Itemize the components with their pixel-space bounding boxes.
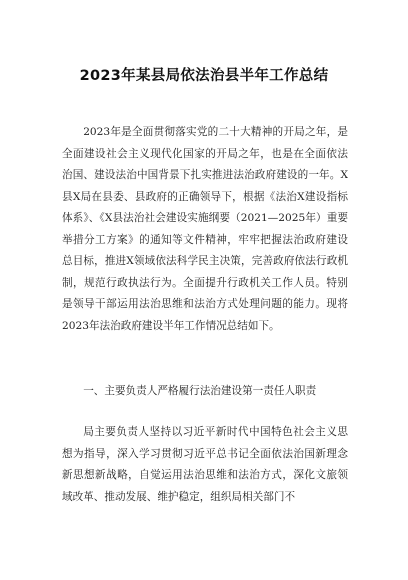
- document-title: 2023年某县局依法治县半年工作总结: [79, 68, 329, 84]
- section-heading: 一、主要负责人严格履行法治建设第一责任人职责: [83, 385, 317, 397]
- body-paragraph: 局主要负责人坚持以习近平新时代中国特色社会主义思想为指导，深入学习贯彻习近平总书记全面依法治国新理念新思想新战略，自觉运用法治思维和法治方式，深化文旅领域改革、推动发展、维护稳定，组织局相关部门不: [62, 426, 348, 503]
- intro-paragraph: 2023年是全面贯彻落实党的二十大精神的开局之年，是全面建设社会主义现代化国家的开局之年，也是在全面依法治国、建设法治中国背景下扎实推进法治政府建设的一年。X县X局在县委、县政府的正确领导下，根据《法治X建设指标体系》、《X县法治社会建设实施纲要（2021—2025年）重要举措分工方案》的通知等文件精神，牢牢把握法治政府建设总目标，推进X领域依法科学民主决策，完善政府依法行政机制，规范行政执法行为。全面提升行政机关工作人员。特别是领导干部运用法治思维和法治方式处理问题的能力。现将2023年法治政府建设半年工作情况总结如下。: [62, 126, 348, 332]
